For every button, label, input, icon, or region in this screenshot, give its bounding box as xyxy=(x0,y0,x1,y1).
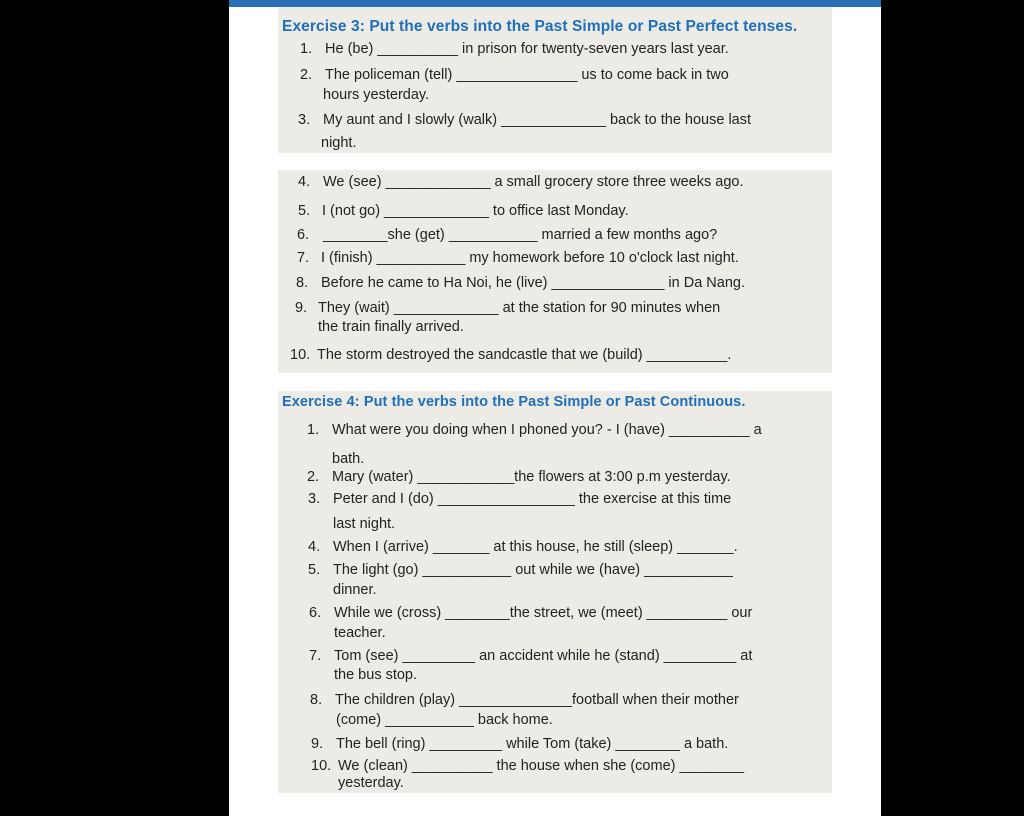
item-number: 8. xyxy=(310,692,323,708)
item-number: 1. xyxy=(300,41,313,57)
ex4-item-3-cont: last night. xyxy=(333,516,396,532)
ex4-item-7 xyxy=(309,647,752,665)
top-accent-bar xyxy=(229,0,881,7)
item-number: 4. xyxy=(298,174,311,190)
item-text: The storm destroyed the sandcastle that we (build) __________. xyxy=(317,347,732,363)
item-text: My aunt and I slowly (walk) _____________ back to the house last xyxy=(323,112,752,128)
item-text: ________she (get) ___________ married a few months ago? xyxy=(323,227,718,243)
ex4-item-4 xyxy=(308,538,738,556)
item-text: The bell (ring) _________ while Tom (take) ________ a bath. xyxy=(336,736,729,752)
exercise3-panel-bottom xyxy=(278,170,832,373)
item-number: 7. xyxy=(309,648,322,664)
item-text: While we (cross) ________the street, we (meet) __________ our xyxy=(334,605,753,621)
ex4-item-1-cont: bath. xyxy=(332,451,365,467)
item-text: The light (go) ___________ out while we (have) ___________ xyxy=(333,562,733,578)
item-text: Tom (see) _________ an accident while he (stand) _________ at xyxy=(334,648,753,664)
ex4-item-6 xyxy=(309,604,752,622)
ex3-item-9 xyxy=(295,299,720,317)
item-number: 8. xyxy=(296,275,309,291)
item-number: 9. xyxy=(311,736,324,752)
ex3-item-3 xyxy=(298,111,751,129)
item-text: What were you doing when I phoned you? - I (have) __________ a xyxy=(332,422,762,438)
exercise4-title: Exercise 4: Put the verbs into the Past Simple or Past Continuous. xyxy=(282,394,746,410)
item-number: 6. xyxy=(297,227,310,243)
item-text: When I (arrive) _______ at this house, he still (sleep) _______. xyxy=(333,539,738,555)
item-number: 9. xyxy=(295,300,308,316)
ex3-item-10 xyxy=(290,346,731,364)
ex4-item-1 xyxy=(307,421,762,439)
item-number: 6. xyxy=(309,605,322,621)
item-text: I (not go) _____________ to office last Monday. xyxy=(322,203,629,219)
ex4-item-9 xyxy=(311,735,728,753)
ex4-item-2 xyxy=(307,468,731,486)
item-number: 3. xyxy=(308,491,321,507)
item-number: 4. xyxy=(308,539,321,555)
ex3-item-4 xyxy=(298,173,743,191)
ex4-item-5-cont: dinner. xyxy=(333,582,377,598)
item-number: 1. xyxy=(307,422,320,438)
item-number: 10. xyxy=(290,347,311,363)
ex3-item-8 xyxy=(296,274,745,292)
item-text: The children (play) ______________football when their mother xyxy=(335,692,739,708)
item-number: 2. xyxy=(307,469,320,485)
item-text: We (clean) __________ the house when she (come) ________ xyxy=(338,758,745,774)
item-text: The policeman (tell) _______________ us to come back in two xyxy=(325,67,729,83)
ex4-item-8 xyxy=(310,691,739,709)
ex3-item-6 xyxy=(297,226,717,244)
ex4-item-5 xyxy=(308,561,733,579)
item-number: 5. xyxy=(308,562,321,578)
item-number: 5. xyxy=(298,203,311,219)
item-text: I (finish) ___________ my homework before 10 o'clock last night. xyxy=(321,250,739,266)
item-text: Mary (water) ____________the flowers at 3:00 p.m yesterday. xyxy=(332,469,731,485)
ex3-item-9-cont: the train finally arrived. xyxy=(318,319,464,335)
exercise3-title: Exercise 3: Put the verbs into the Past Simple or Past Perfect tenses. xyxy=(282,18,798,35)
item-number: 7. xyxy=(297,250,310,266)
ex3-item-5 xyxy=(298,202,629,220)
item-number: 3. xyxy=(298,112,311,128)
item-text: We (see) _____________ a small grocery store three weeks ago. xyxy=(323,174,744,190)
ex3-item-7 xyxy=(297,249,739,267)
ex3-item-3-cont: night. xyxy=(321,135,357,151)
item-number: 2. xyxy=(300,67,313,83)
ex3-item-2 xyxy=(300,66,729,84)
item-text: They (wait) _____________ at the station for 90 minutes when xyxy=(318,300,721,316)
ex4-item-10-cont: yesterday. xyxy=(338,775,404,791)
ex4-item-8-cont: (come) ___________ back home. xyxy=(336,712,553,728)
item-text: He (be) __________ in prison for twenty-seven years last year. xyxy=(325,41,729,57)
ex3-item-1 xyxy=(300,40,729,58)
item-text: Peter and I (do) _________________ the exercise at this time xyxy=(333,491,732,507)
item-number: 10. xyxy=(311,758,332,774)
ex4-item-10 xyxy=(311,757,744,775)
item-text: Before he came to Ha Noi, he (live) ______________ in Da Nang. xyxy=(321,275,745,291)
ex4-item-7-cont: the bus stop. xyxy=(334,667,418,683)
ex4-item-3 xyxy=(308,490,731,508)
ex3-item-2-cont: hours yesterday. xyxy=(323,87,430,103)
ex4-item-6-cont: teacher. xyxy=(334,625,386,641)
